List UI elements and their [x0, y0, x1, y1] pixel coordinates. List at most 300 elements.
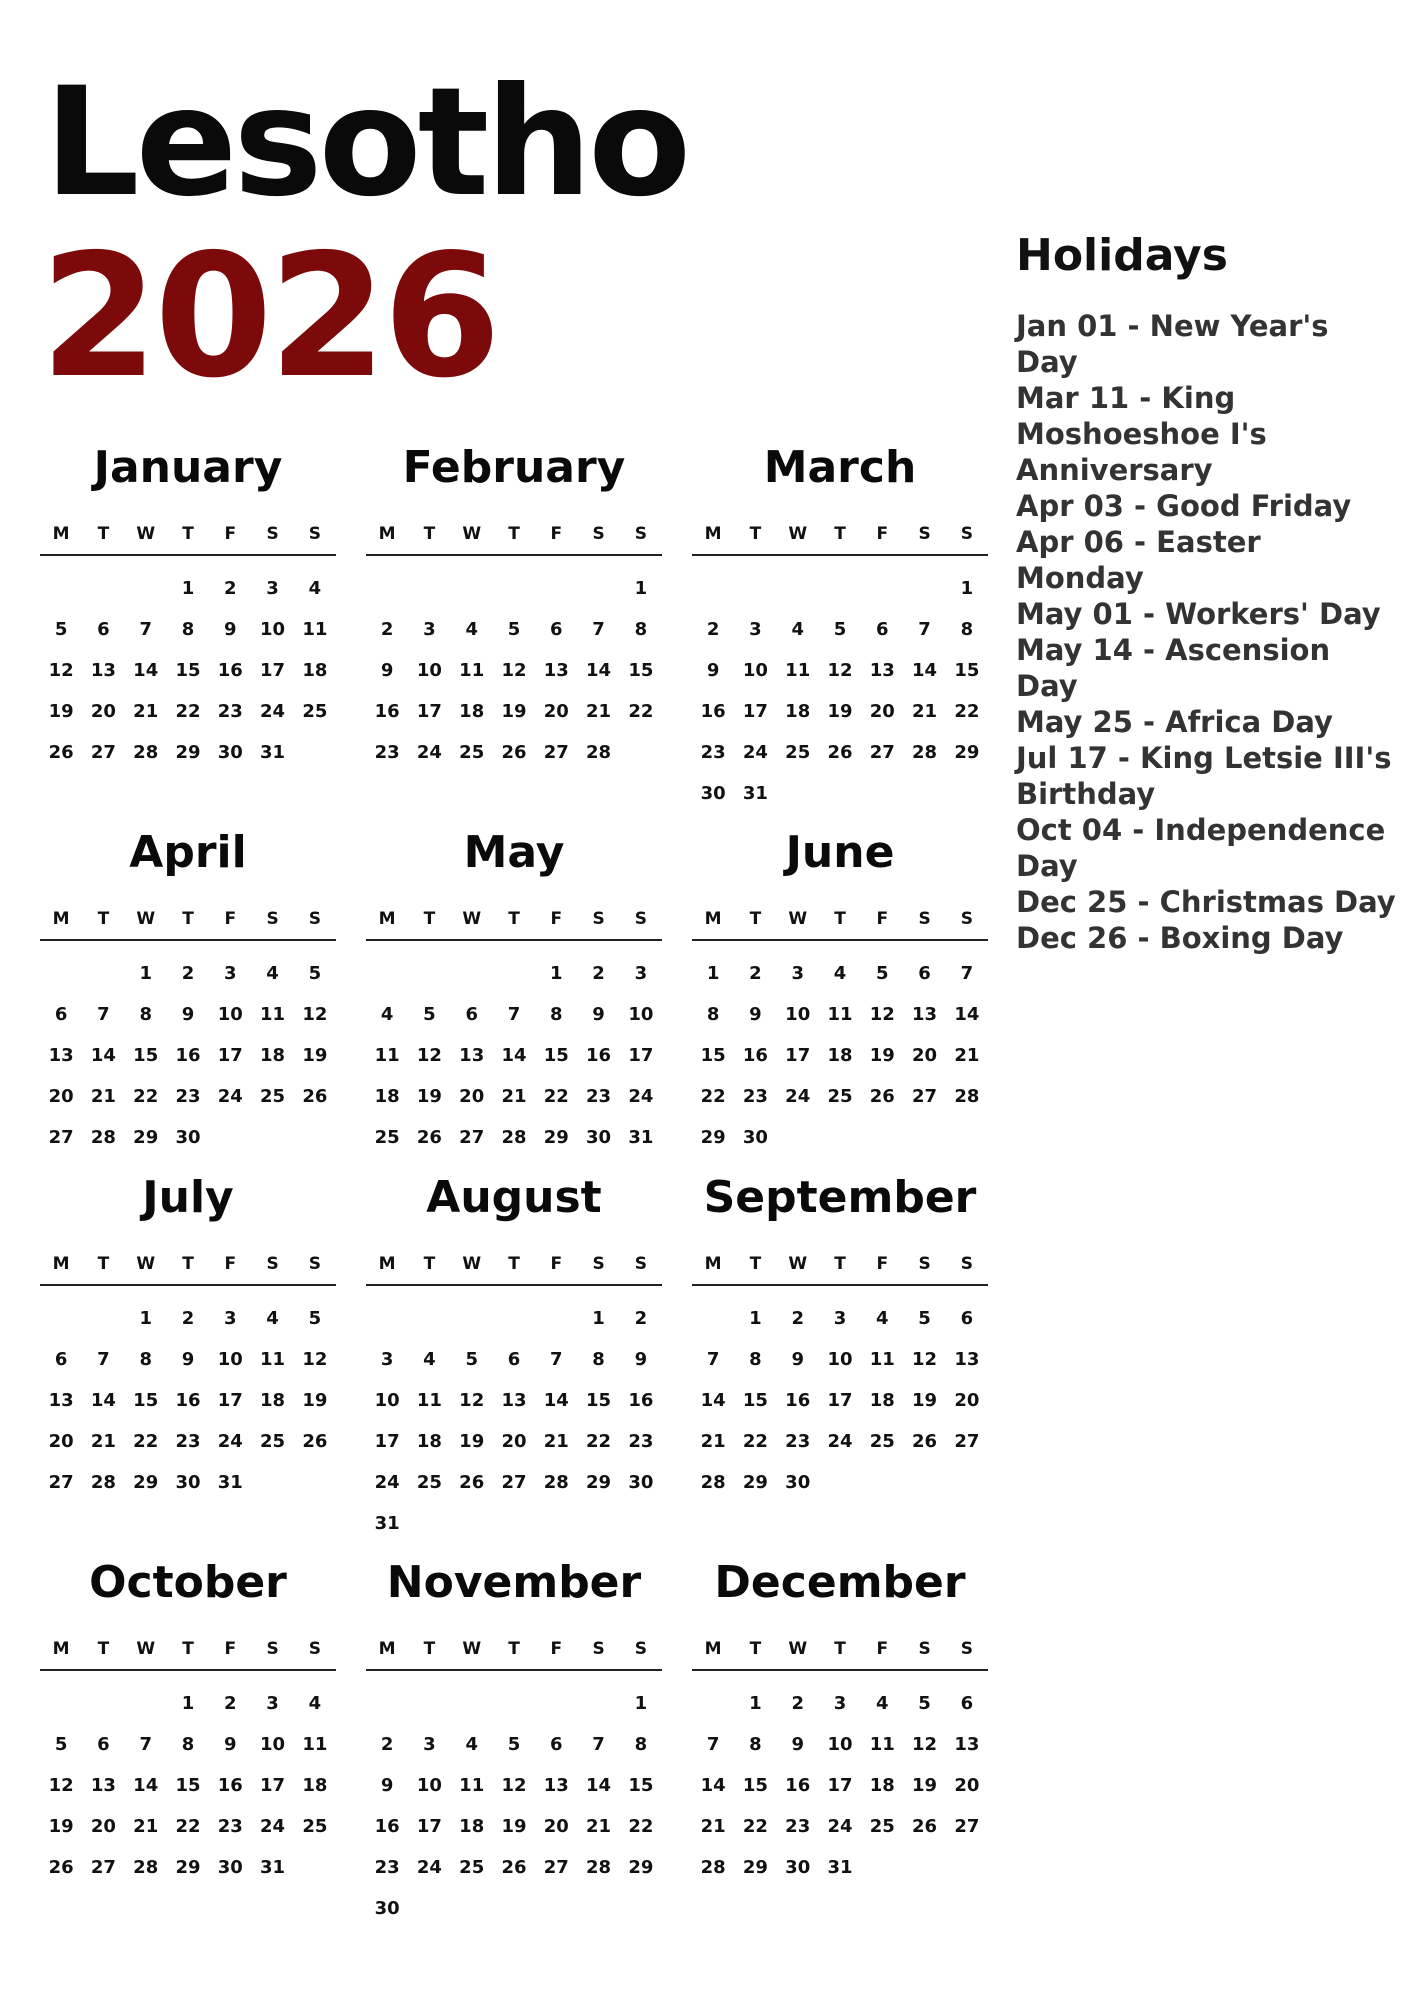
- weekday-label: S: [634, 1254, 647, 1274]
- day-cell: 21: [90, 1086, 116, 1107]
- day-cell: 22: [628, 1816, 654, 1837]
- day-cell: 16: [217, 1775, 243, 1796]
- day-cell: 5: [507, 1734, 521, 1755]
- day-cell: 12: [416, 1045, 442, 1066]
- day-cell: 27: [869, 742, 895, 763]
- day-cell: 1: [181, 1693, 195, 1714]
- day-cell: 8: [592, 1349, 605, 1370]
- year-title: 2026: [40, 218, 498, 416]
- day-cell: 18: [302, 660, 328, 681]
- weekday-label: T: [97, 524, 110, 544]
- day-cell: 25: [302, 1816, 328, 1837]
- day-cell: 23: [742, 1086, 768, 1107]
- month-name: September: [703, 1172, 977, 1223]
- day-cell: 2: [749, 963, 762, 984]
- weekday-label: M: [52, 1639, 70, 1659]
- day-cell: 10: [827, 1349, 853, 1370]
- weekday-label: W: [788, 524, 808, 544]
- day-cell: 14: [586, 1775, 612, 1796]
- day-cell: 8: [634, 1734, 648, 1755]
- day-cell: 24: [217, 1086, 243, 1107]
- weekday-label: F: [224, 1254, 237, 1274]
- day-cell: 16: [374, 1816, 400, 1837]
- day-cell: 14: [954, 1004, 980, 1025]
- month-name: July: [142, 1172, 234, 1223]
- day-cell: 18: [827, 1045, 853, 1066]
- day-cell: 22: [954, 701, 980, 722]
- day-cell: 13: [48, 1390, 74, 1411]
- day-cell: 4: [266, 963, 279, 984]
- weekday-label: T: [97, 1639, 110, 1659]
- weekday-label: T: [508, 1254, 520, 1274]
- day-cell: 15: [700, 1045, 726, 1066]
- day-cell: 13: [543, 1775, 569, 1796]
- day-cell: 31: [260, 1857, 286, 1878]
- day-cell: 24: [260, 701, 286, 722]
- day-cell: 27: [459, 1127, 485, 1148]
- day-cell: 24: [827, 1431, 853, 1452]
- day-cell: 2: [592, 963, 605, 984]
- day-cell: 13: [459, 1045, 485, 1066]
- day-cell: 8: [181, 619, 195, 640]
- weekday-label: S: [918, 1639, 931, 1659]
- day-cell: 3: [833, 1308, 847, 1329]
- day-cell: 9: [224, 619, 237, 640]
- day-cell: 11: [302, 1734, 328, 1755]
- day-cell: 31: [217, 1472, 243, 1493]
- day-cell: 5: [918, 1308, 931, 1329]
- day-cell: 2: [224, 578, 237, 599]
- day-grid: [692, 1683, 988, 1888]
- day-cell: 16: [175, 1045, 201, 1066]
- day-cell: 6: [960, 1308, 974, 1329]
- day-cell: 1: [592, 1308, 605, 1329]
- day-cell: 8: [634, 619, 648, 640]
- day-cell: 9: [592, 1004, 605, 1025]
- day-cell: 5: [507, 619, 521, 640]
- weekday-label: T: [182, 1639, 194, 1659]
- weekday-label: S: [592, 524, 605, 544]
- day-cell: 4: [791, 619, 804, 640]
- weekday-label: T: [423, 1639, 436, 1659]
- day-cell: 25: [260, 1431, 286, 1452]
- day-cell: 5: [876, 963, 889, 984]
- day-cell: 9: [181, 1004, 195, 1025]
- day-cell: 11: [260, 1349, 286, 1370]
- day-cell: 28: [586, 1857, 612, 1878]
- day-cell: 12: [912, 1349, 938, 1370]
- day-cell: 10: [260, 619, 286, 640]
- day-cell: 18: [416, 1431, 442, 1452]
- month-name: August: [426, 1172, 602, 1223]
- weekday-header-row: [692, 1639, 988, 1671]
- day-cell: 18: [374, 1086, 400, 1107]
- weekday-label: S: [634, 1639, 647, 1659]
- day-cell: 20: [912, 1045, 938, 1066]
- day-cell: 27: [912, 1086, 938, 1107]
- day-cell: 13: [501, 1390, 527, 1411]
- day-cell: 17: [260, 1775, 286, 1796]
- day-cell: 29: [133, 1127, 159, 1148]
- day-cell: 14: [700, 1775, 726, 1796]
- weekday-label: T: [97, 1254, 110, 1274]
- day-cell: 3: [224, 1308, 237, 1329]
- day-cell: 19: [501, 701, 527, 722]
- holiday-item: Oct 04 - Independence Day: [1016, 813, 1386, 884]
- weekday-label: M: [704, 524, 722, 544]
- day-cell: 23: [217, 1816, 243, 1837]
- day-cell: 11: [869, 1734, 895, 1755]
- weekday-header-row: [40, 909, 336, 941]
- weekday-label: W: [788, 1254, 808, 1274]
- day-cell: 10: [785, 1004, 811, 1025]
- day-cell: 21: [501, 1086, 527, 1107]
- day-cell: 19: [302, 1390, 328, 1411]
- day-cell: 22: [586, 1431, 612, 1452]
- day-cell: 9: [749, 1004, 762, 1025]
- day-cell: 4: [423, 1349, 436, 1370]
- day-cell: 6: [465, 1004, 478, 1025]
- day-cell: 29: [742, 1857, 768, 1878]
- day-cell: 9: [706, 660, 720, 681]
- day-cell: 16: [785, 1775, 811, 1796]
- day-cell: 13: [869, 660, 895, 681]
- day-cell: 7: [706, 1734, 720, 1755]
- weekday-label: S: [266, 524, 279, 544]
- day-cell: 2: [791, 1308, 804, 1329]
- day-cell: 21: [586, 1816, 612, 1837]
- day-cell: 14: [586, 660, 612, 681]
- day-cell: 28: [90, 1127, 116, 1148]
- day-cell: 25: [827, 1086, 853, 1107]
- month-name: October: [89, 1557, 287, 1608]
- day-cell: 29: [954, 742, 980, 763]
- day-cell: 20: [90, 1816, 116, 1837]
- day-cell: 8: [706, 1004, 720, 1025]
- day-cell: 26: [302, 1431, 328, 1452]
- day-cell: 22: [175, 1816, 201, 1837]
- weekday-label: S: [308, 1254, 321, 1274]
- day-cell: 1: [634, 1693, 648, 1714]
- month-name: January: [93, 442, 283, 493]
- day-cell: 4: [876, 1308, 889, 1329]
- day-grid: [40, 1298, 336, 1503]
- day-cell: 14: [133, 1775, 159, 1796]
- day-cell: 10: [374, 1390, 400, 1411]
- weekday-label: T: [834, 1639, 846, 1659]
- weekday-header-row: [692, 1254, 988, 1286]
- day-cell: 23: [175, 1086, 201, 1107]
- weekday-label: S: [918, 909, 931, 929]
- day-cell: 31: [260, 742, 286, 763]
- weekday-label: M: [704, 909, 722, 929]
- day-cell: 4: [380, 1004, 394, 1025]
- day-cell: 6: [507, 1349, 521, 1370]
- day-cell: 7: [507, 1004, 521, 1025]
- weekday-label: W: [788, 1639, 808, 1659]
- day-cell: 13: [912, 1004, 938, 1025]
- day-cell: 28: [954, 1086, 980, 1107]
- day-cell: 25: [459, 1857, 485, 1878]
- day-cell: 30: [628, 1472, 654, 1493]
- day-cell: 6: [97, 1734, 110, 1755]
- weekday-label: S: [960, 1254, 973, 1274]
- day-cell: 27: [954, 1431, 980, 1452]
- month-july: [40, 1170, 336, 1503]
- day-cell: 28: [912, 742, 938, 763]
- day-cell: 9: [791, 1734, 804, 1755]
- weekday-label: S: [308, 909, 321, 929]
- day-cell: 12: [48, 660, 74, 681]
- day-cell: 26: [302, 1086, 328, 1107]
- day-grid: [692, 953, 988, 1158]
- day-cell: 25: [785, 742, 811, 763]
- day-cell: 7: [592, 619, 605, 640]
- weekday-label: M: [704, 1254, 722, 1274]
- day-cell: 30: [742, 1127, 768, 1148]
- day-cell: 21: [912, 701, 938, 722]
- weekday-label: S: [960, 524, 973, 544]
- weekday-label: T: [834, 524, 846, 544]
- holiday-item: Dec 25 - Christmas Day: [1016, 885, 1396, 920]
- weekday-label: M: [378, 1639, 396, 1659]
- day-cell: 7: [97, 1349, 110, 1370]
- month-name: April: [129, 827, 247, 878]
- day-cell: 22: [742, 1816, 768, 1837]
- weekday-label: T: [508, 1639, 520, 1659]
- day-cell: 21: [90, 1431, 116, 1452]
- day-cell: 24: [416, 742, 442, 763]
- day-cell: 13: [90, 1775, 116, 1796]
- day-cell: 28: [586, 742, 612, 763]
- day-cell: 12: [501, 660, 527, 681]
- day-cell: 21: [954, 1045, 980, 1066]
- day-cell: 27: [501, 1472, 527, 1493]
- day-cell: 17: [785, 1045, 811, 1066]
- weekday-label: W: [136, 1639, 156, 1659]
- day-cell: 26: [501, 1857, 527, 1878]
- day-cell: 19: [827, 701, 853, 722]
- day-cell: 27: [48, 1127, 74, 1148]
- day-cell: 15: [954, 660, 980, 681]
- day-cell: 28: [133, 1857, 159, 1878]
- weekday-label: W: [462, 1639, 482, 1659]
- day-cell: 30: [700, 783, 726, 804]
- day-cell: 13: [543, 660, 569, 681]
- day-cell: 20: [954, 1390, 980, 1411]
- day-cell: 11: [416, 1390, 442, 1411]
- weekday-label: T: [749, 909, 762, 929]
- day-cell: 23: [374, 1857, 400, 1878]
- day-cell: 7: [592, 1734, 605, 1755]
- day-cell: 21: [700, 1816, 726, 1837]
- country-title: Lesotho: [44, 56, 688, 230]
- day-cell: 1: [550, 963, 563, 984]
- day-cell: 23: [586, 1086, 612, 1107]
- day-cell: 17: [628, 1045, 654, 1066]
- day-cell: 14: [543, 1390, 569, 1411]
- day-cell: 24: [217, 1431, 243, 1452]
- holiday-item: May 01 - Workers' Day: [1016, 597, 1381, 632]
- weekday-label: T: [423, 524, 436, 544]
- day-cell: 11: [459, 660, 485, 681]
- day-cell: 24: [260, 1816, 286, 1837]
- day-cell: 29: [543, 1127, 569, 1148]
- day-grid: [692, 568, 988, 814]
- day-cell: 21: [700, 1431, 726, 1452]
- day-cell: 14: [90, 1045, 116, 1066]
- day-cell: 27: [90, 1857, 116, 1878]
- weekday-label: W: [462, 524, 482, 544]
- day-cell: 5: [308, 1308, 322, 1329]
- day-cell: 29: [175, 1857, 201, 1878]
- day-cell: 7: [550, 1349, 563, 1370]
- month-april: [40, 825, 336, 1158]
- weekday-label: T: [182, 524, 194, 544]
- holiday-item: May 14 - Ascension Day: [1016, 633, 1331, 704]
- day-cell: 9: [181, 1349, 195, 1370]
- day-cell: 16: [175, 1390, 201, 1411]
- day-cell: 20: [543, 1816, 569, 1837]
- month-name: March: [763, 442, 917, 493]
- day-cell: 15: [133, 1045, 159, 1066]
- weekday-label: W: [136, 524, 156, 544]
- day-cell: 11: [260, 1004, 286, 1025]
- day-cell: 2: [224, 1693, 237, 1714]
- holiday-list: [1016, 308, 1396, 956]
- day-cell: 12: [912, 1734, 938, 1755]
- day-cell: 27: [543, 1857, 569, 1878]
- day-cell: 22: [133, 1086, 159, 1107]
- day-cell: 27: [90, 742, 116, 763]
- day-cell: 21: [543, 1431, 569, 1452]
- day-cell: 16: [785, 1390, 811, 1411]
- day-cell: 21: [586, 701, 612, 722]
- weekday-label: W: [788, 909, 808, 929]
- day-cell: 16: [374, 701, 400, 722]
- day-cell: 15: [175, 1775, 201, 1796]
- day-cell: 31: [374, 1513, 400, 1534]
- day-cell: 15: [742, 1775, 768, 1796]
- day-cell: 19: [416, 1086, 442, 1107]
- day-cell: 3: [266, 578, 279, 599]
- holidays-heading: Holidays: [1016, 230, 1228, 281]
- day-cell: 19: [912, 1390, 938, 1411]
- weekday-label: M: [52, 909, 70, 929]
- day-cell: 7: [960, 963, 974, 984]
- day-cell: 12: [869, 1004, 895, 1025]
- weekday-label: M: [52, 1254, 70, 1274]
- day-cell: 16: [700, 701, 726, 722]
- day-cell: 7: [918, 619, 931, 640]
- day-cell: 4: [876, 1693, 889, 1714]
- weekday-label: S: [634, 909, 647, 929]
- day-cell: 4: [308, 578, 322, 599]
- weekday-label: S: [918, 524, 931, 544]
- day-cell: 26: [912, 1816, 938, 1837]
- day-cell: 12: [48, 1775, 74, 1796]
- day-cell: 15: [133, 1390, 159, 1411]
- day-cell: 12: [827, 660, 853, 681]
- day-cell: 22: [700, 1086, 726, 1107]
- day-cell: 1: [960, 578, 974, 599]
- day-cell: 28: [700, 1857, 726, 1878]
- weekday-label: S: [592, 1639, 605, 1659]
- day-cell: 26: [869, 1086, 895, 1107]
- weekday-label: W: [462, 1254, 482, 1274]
- weekday-label: F: [876, 909, 889, 929]
- day-cell: 12: [302, 1004, 328, 1025]
- day-cell: 6: [54, 1349, 68, 1370]
- day-cell: 5: [423, 1004, 436, 1025]
- weekday-label: W: [136, 909, 156, 929]
- day-cell: 25: [374, 1127, 400, 1148]
- day-cell: 12: [501, 1775, 527, 1796]
- month-december: [692, 1555, 988, 1888]
- day-cell: 11: [374, 1045, 400, 1066]
- day-cell: 8: [181, 1734, 195, 1755]
- day-cell: 2: [181, 1308, 195, 1329]
- day-cell: 13: [954, 1734, 980, 1755]
- month-name: November: [386, 1557, 642, 1608]
- weekday-label: F: [876, 1639, 889, 1659]
- day-cell: 29: [628, 1857, 654, 1878]
- day-cell: 25: [459, 742, 485, 763]
- day-cell: 10: [827, 1734, 853, 1755]
- day-cell: 23: [175, 1431, 201, 1452]
- weekday-label: F: [550, 524, 563, 544]
- day-cell: 6: [876, 619, 889, 640]
- day-cell: 22: [628, 701, 654, 722]
- holiday-item: Apr 06 - Easter Monday: [1016, 525, 1261, 596]
- day-cell: 13: [90, 660, 116, 681]
- day-cell: 20: [90, 701, 116, 722]
- day-cell: 30: [217, 1857, 243, 1878]
- day-cell: 2: [380, 1734, 394, 1755]
- day-cell: 28: [700, 1472, 726, 1493]
- day-cell: 5: [308, 963, 322, 984]
- day-cell: 16: [217, 660, 243, 681]
- month-march: [692, 440, 988, 814]
- day-cell: 15: [742, 1390, 768, 1411]
- day-cell: 1: [749, 1693, 762, 1714]
- day-cell: 27: [954, 1816, 980, 1837]
- day-cell: 19: [48, 701, 74, 722]
- day-grid: [366, 568, 662, 773]
- weekday-label: S: [266, 1639, 279, 1659]
- day-cell: 25: [302, 701, 328, 722]
- weekday-header-row: [366, 909, 662, 941]
- day-cell: 4: [465, 619, 478, 640]
- day-cell: 24: [785, 1086, 811, 1107]
- weekday-label: S: [592, 909, 605, 929]
- day-cell: 26: [912, 1431, 938, 1452]
- day-cell: 22: [175, 701, 201, 722]
- day-cell: 15: [586, 1390, 612, 1411]
- day-cell: 6: [918, 963, 931, 984]
- day-cell: 28: [501, 1127, 527, 1148]
- month-name: February: [402, 442, 626, 493]
- day-cell: 3: [749, 619, 762, 640]
- day-cell: 20: [48, 1431, 74, 1452]
- day-cell: 14: [133, 660, 159, 681]
- day-cell: 2: [706, 619, 720, 640]
- month-november: [366, 1555, 662, 1929]
- day-cell: 4: [266, 1308, 279, 1329]
- day-cell: 23: [374, 742, 400, 763]
- day-cell: 3: [423, 1734, 436, 1755]
- day-cell: 15: [628, 1775, 654, 1796]
